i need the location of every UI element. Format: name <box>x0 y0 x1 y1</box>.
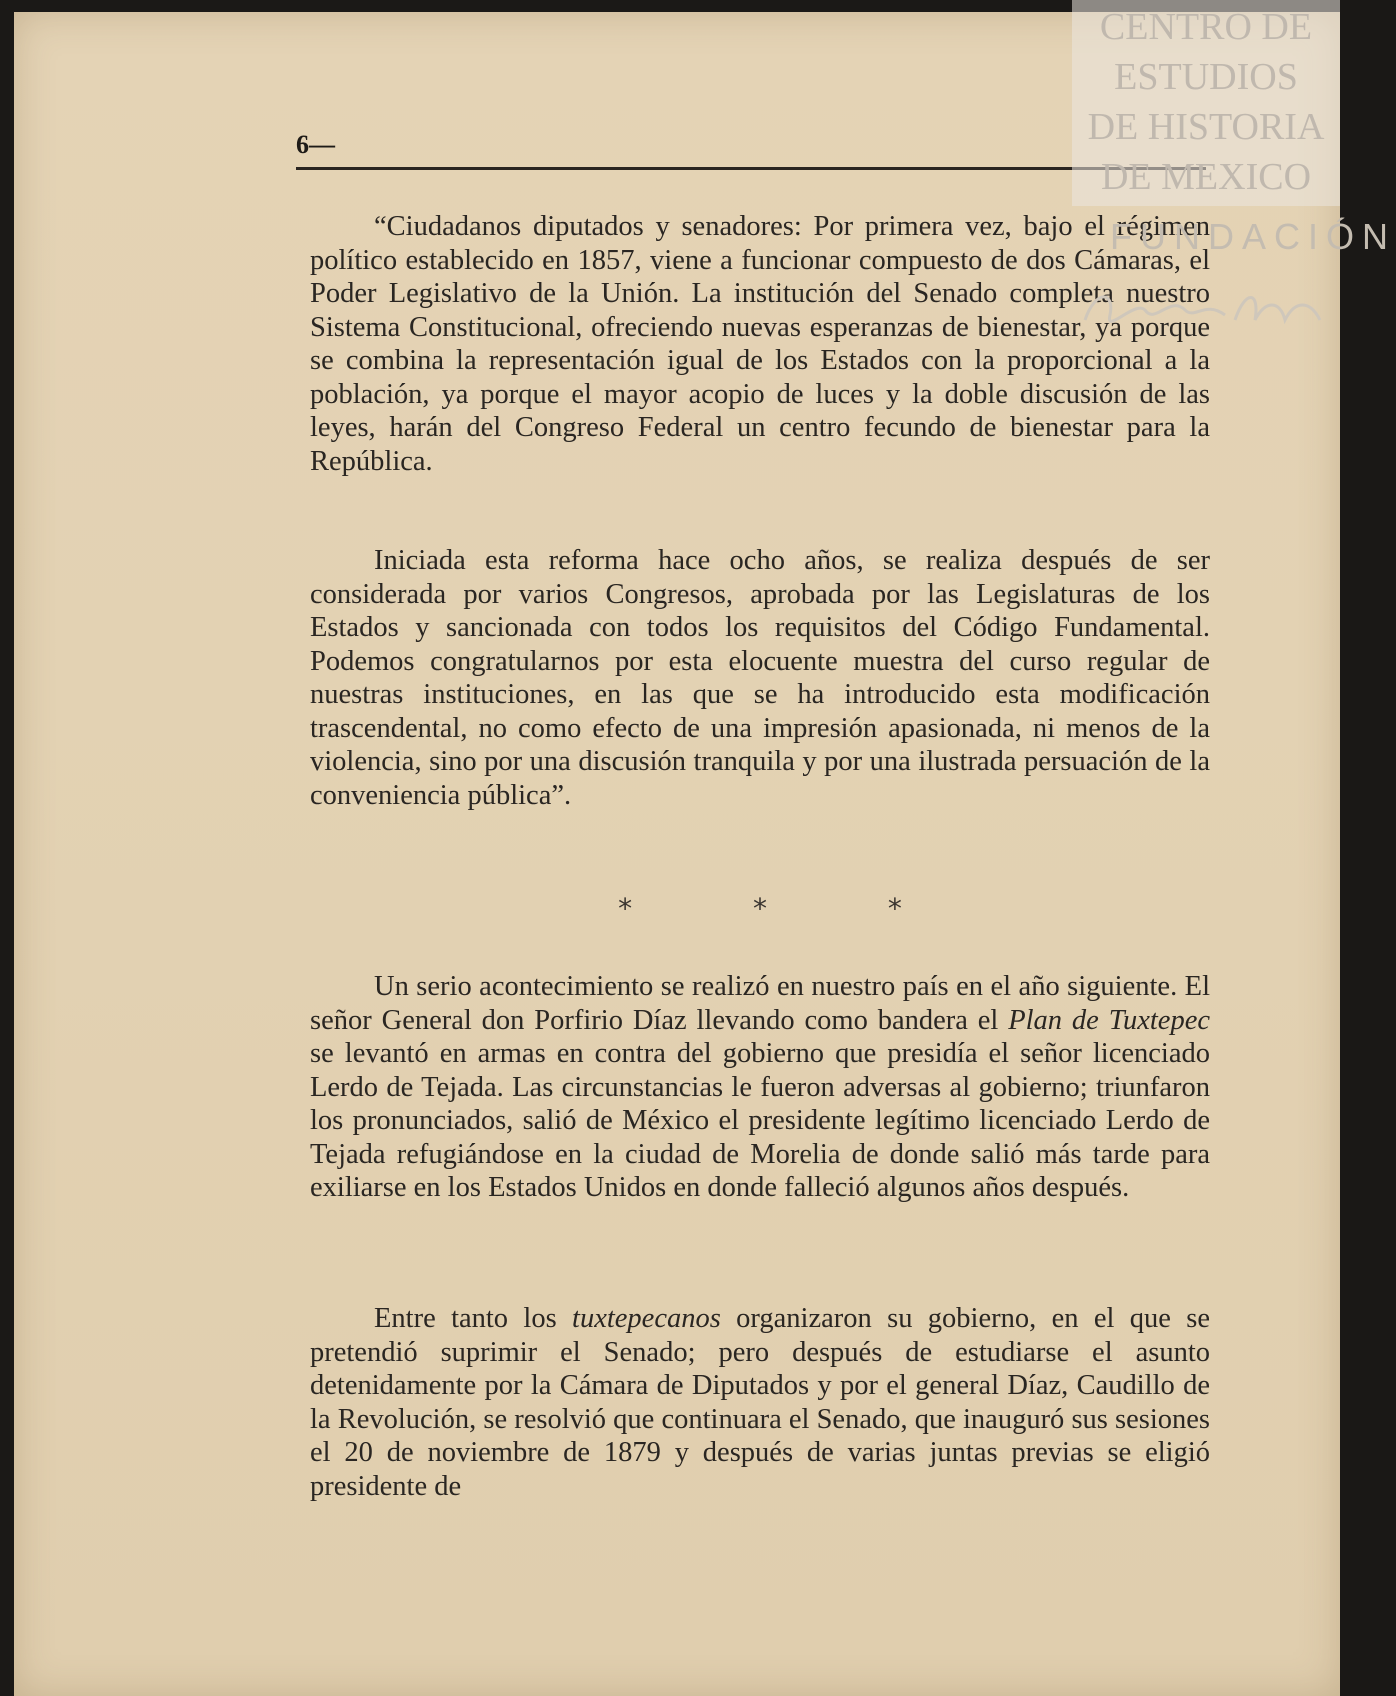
paragraph-1 <box>310 210 1210 478</box>
signature-watermark-icon <box>1075 280 1335 340</box>
paragraph-4 <box>310 1302 1210 1503</box>
paragraph-3-text <box>310 970 1210 1205</box>
paragraph-3-part-a: Un serio acontecimiento se realizó en nuestro país en el año siguiente. El señor General don Porfirio Díaz llevando como bandera el <box>310 971 1210 1036</box>
plan-de-tuxtepec-italic: Plan de Tuxtepec <box>1008 1004 1210 1036</box>
watermark-line-4: DE MEXICO <box>1100 156 1312 198</box>
paragraph-2 <box>310 544 1210 812</box>
header-rule <box>296 167 1206 170</box>
paragraph-1-text: “Ciudadanos diputados y senadores: Por primera vez, bajo el régimen político establecido en 1857, viene a funcionar compuesto de dos Cámaras, el Poder Legislativo de la Unión. La institución del Senado completa nuestro Sistema Constitucional, ofreciendo nuevas esperanzas de bienestar, ya porque se combina la representación igual de los Estados con la proporcional a la población, ya porque el mayor acopio de luces y la doble discusión de las leyes, harán del Congreso Federal un centro fecundo de bienestar para la República. <box>310 211 1210 477</box>
fundacion-watermark: FUNDACIÓN <box>1110 216 1396 257</box>
paragraph-2-text: Iniciada esta reforma hace ocho años, se realiza después de ser considerada por varios Congresos, aprobada por las Legislaturas de los Estados y sancionada con todos los requisitos del Código Fundamental. Podemos congratularnos por esta elocuente muestra del curso regular de nuestras instituciones, en las que se ha introducido esta modificación trascendental, no como efecto de una impresión apasionada, ni menos de la violencia, sino por una discusión tranquila y por una ilustrada persuación de la conveniencia pública”. <box>310 545 1210 811</box>
paragraph-4-part-a: Entre tanto los <box>374 1303 573 1334</box>
section-separator: * * * <box>618 892 958 925</box>
tuxtepecanos-italic: tuxtepecanos <box>572 1303 721 1334</box>
watermark-line-1: CENTRO DE <box>1099 6 1313 48</box>
paragraph-4-text <box>310 1302 1210 1503</box>
paragraph-3 <box>310 970 1210 1205</box>
watermark-line-2: ESTUDIOS <box>1114 56 1298 98</box>
paragraph-4-part-b: organizaron su gobierno, en el que se pretendió suprimir el Senado; pero después de estudiarse el asunto detenidamente por la Cámara de Diputados y por el general Díaz, Caudillo de la Revolución, se resolvió que continuara el Senado, que inauguró sus sesiones el 20 de noviembre de 1879 y después de varias juntas previas se eligió presidente de <box>310 1303 1211 1502</box>
paper-page <box>14 12 1340 1696</box>
paragraph-3-part-b: se levantó en armas en contra del gobierno que presidía el señor licenciado Lerdo de Tejada. Las circunstancias le fueron adversas al gobierno; triunfaron los pronunciados, salió de México el presidente legítimo licenciado Lerdo de Tejada refugiándose en la ciudad de Morelia de donde salió más tarde para exiliarse en los Estados Unidos en donde falleció algunos años después. <box>310 1038 1210 1203</box>
page-number: 6— <box>296 130 335 159</box>
archive-watermark <box>1072 0 1340 206</box>
watermark-line-3: DE HISTORIA <box>1087 106 1325 148</box>
